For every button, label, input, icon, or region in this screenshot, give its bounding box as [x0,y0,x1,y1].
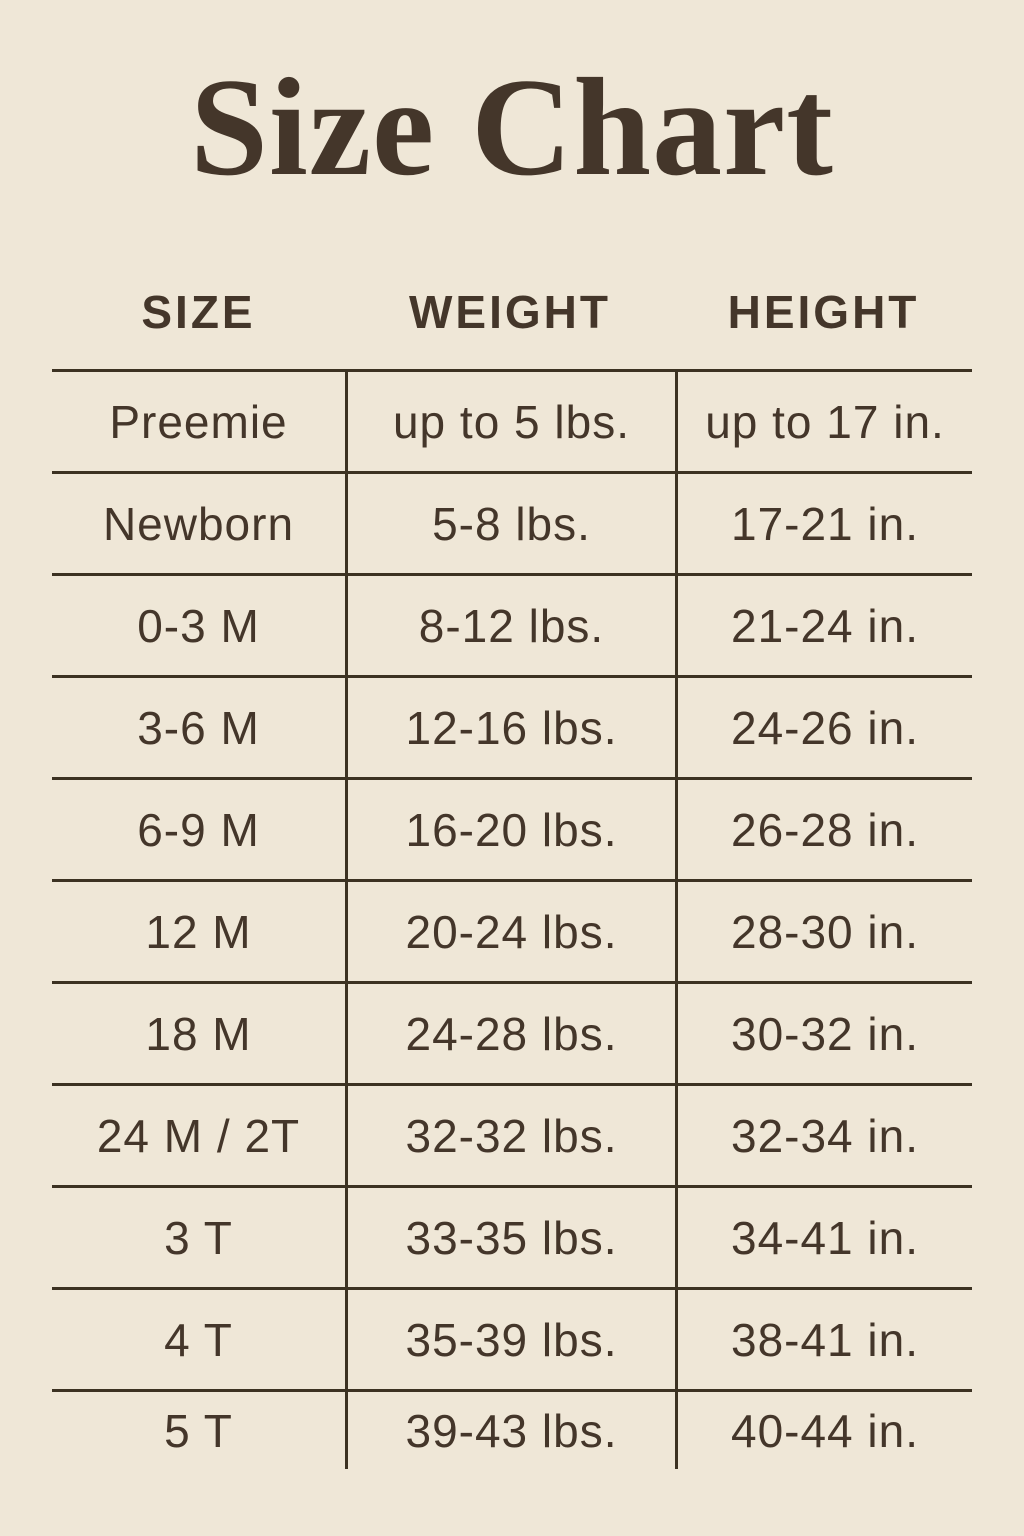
column-header-height: HEIGHT [727,286,920,339]
page-title: Size Chart [190,50,834,205]
table-row [52,675,972,777]
cell-weight: 33-35 lbs. [345,1188,675,1287]
table-row [52,1083,972,1185]
cell-size: 4 T [164,1313,233,1366]
cell-height: 28-30 in. [675,882,972,981]
cell-height: 24-26 in. [675,678,972,777]
table-row [52,981,972,1083]
table-row [52,1389,972,1469]
cell-height: 17-21 in. [675,474,972,573]
cell-size: 6-9 M [137,803,260,856]
cell-weight: 24-28 lbs. [345,984,675,1083]
cell-height: 40-44 in. [675,1392,972,1469]
cell-weight: 20-24 lbs. [345,882,675,981]
cell-weight: 16-20 lbs. [345,780,675,879]
cell-height: 38-41 in. [675,1290,972,1389]
cell-weight: 39-43 lbs. [345,1392,675,1469]
table-row [52,777,972,879]
table-row [52,1185,972,1287]
cell-size: 12 M [145,905,252,958]
table-row [52,471,972,573]
cell-size: 24 M / 2T [96,1109,301,1162]
cell-weight: up to 5 lbs. [345,372,675,471]
cell-weight: 12-16 lbs. [345,678,675,777]
cell-size: 3 T [164,1211,233,1264]
table-row [52,369,972,471]
size-chart-table [52,369,972,1469]
cell-size: 3-6 M [137,701,260,754]
cell-weight: 35-39 lbs. [345,1290,675,1389]
cell-height: 32-34 in. [675,1086,972,1185]
cell-size: 18 M [145,1007,252,1060]
cell-size: 0-3 M [137,599,260,652]
cell-height: 30-32 in. [675,984,972,1083]
column-header-weight: WEIGHT [409,286,611,339]
cell-weight: 32-32 lbs. [345,1086,675,1185]
cell-height: up to 17 in. [675,372,972,471]
table-row [52,573,972,675]
table-row [52,879,972,981]
table-header-row [52,285,972,337]
column-header-size: SIZE [141,286,256,339]
cell-size: Newborn [102,497,295,550]
cell-height: 21-24 in. [675,576,972,675]
cell-size: 5 T [164,1404,233,1457]
cell-size: Preemie [109,395,288,448]
cell-weight: 5-8 lbs. [345,474,675,573]
cell-weight: 8-12 lbs. [345,576,675,675]
cell-height: 34-41 in. [675,1188,972,1287]
table-row [52,1287,972,1389]
cell-height: 26-28 in. [675,780,972,879]
